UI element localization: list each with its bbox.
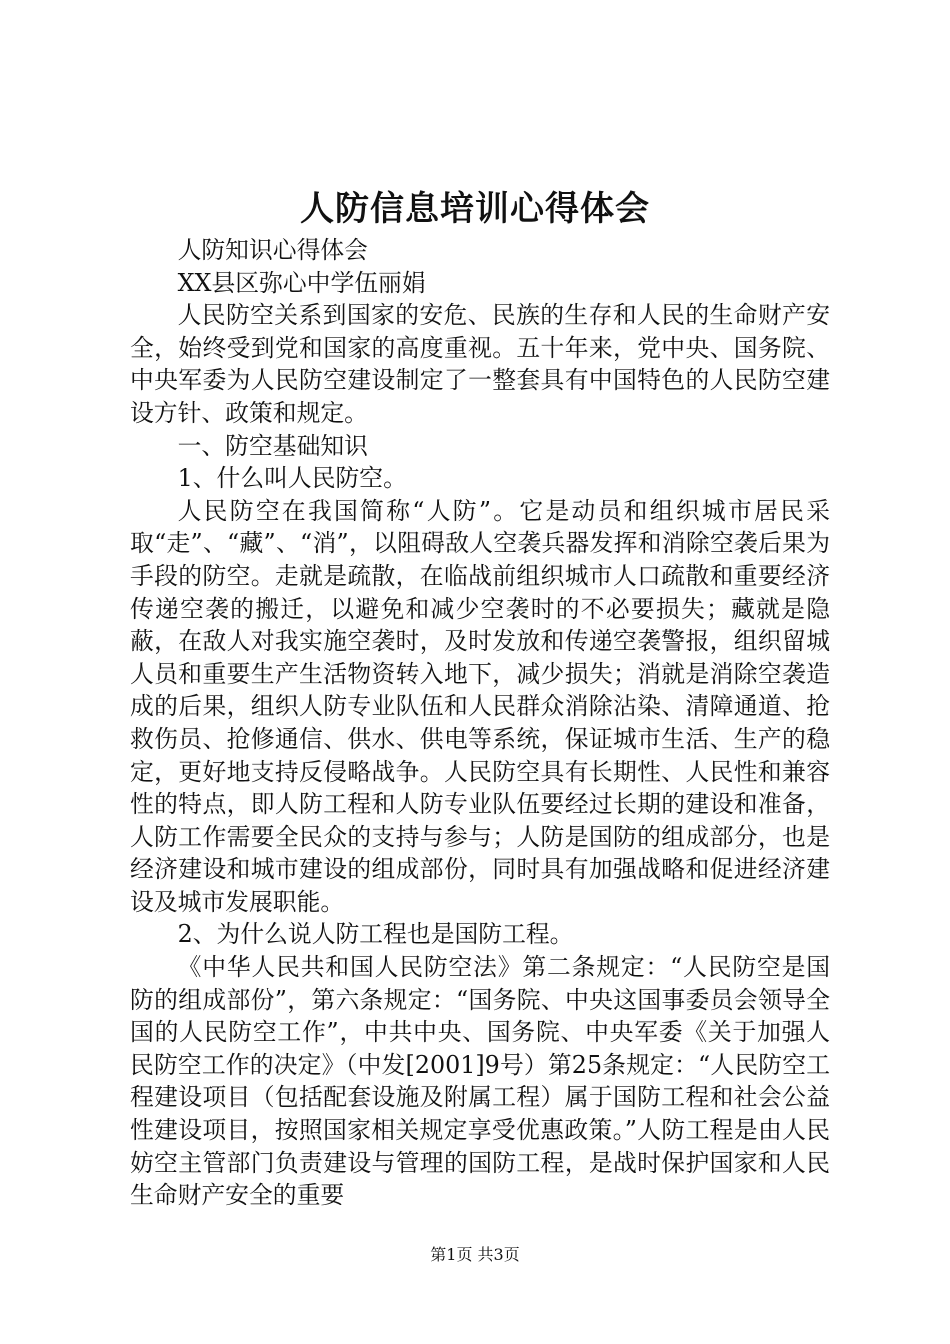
document-body	[130, 234, 830, 1212]
subtitle-line: 人防知识心得体会	[177, 236, 368, 264]
page-number-footer: 第1页 共3页	[430, 1245, 520, 1264]
subsection-heading: 1、什么叫人民防空。	[177, 464, 407, 493]
body-paragraph: 人民防空关系到国家的安危、民族的生存和人民的生命财产安全，始终受到党和国家的高度重视。五十年来，党中央、国务院、中央军委为人民防空建设制定了一整套具有中国特色的人民防空建设方针、政策和规定。	[130, 301, 830, 427]
subsection-heading: 2、为什么说人防工程也是国防工程。	[177, 920, 574, 949]
section-heading: 一、防空基础知识	[177, 431, 368, 460]
author-line: XX县区弥心中学伍丽娟	[177, 268, 426, 297]
document-title: 人防信息培训心得体会	[300, 189, 650, 229]
body-paragraph: 人民防空在我国简称“人防”。它是动员和组织城市居民采取“走”、“藏”、“消”，以阻碍敌人空袭兵器发挥和消除空袭后果为手段的防空。走就是疏散，在临战前组织城市人口疏散和重要经济传递空袭的搬迁，以避免和减少空袭时的不必要损失；藏就是隐蔽，在敌人对我实施空袭时，及时发放和传递空袭警报，组织留城人员和重要生产生活物资转入地下，减少损失；消就是消除空袭造成的后果，组织人防专业队伍和人民群众消除沾染、清障通道、抢救伤员、抢修通信、供水、供电等系统，保证城市生活、生产的稳定，更好地支持反侵略战争。人民防空具有长期性、人民性和兼容性的特点，即人防工程和人防专业队伍要经过长期的建设和准备，人防工作需要全民众的支持与参与；人防是国防的组成部分，也是经济建设和城市建设的组成部份，同时具有加强战略和促进经济建设及城市发展职能。	[130, 496, 830, 916]
body-paragraph: 《中华人民共和国人民防空法》第二条规定：“人民防空是国防的组成部份”，第六条规定：“国务院、中央这国事委员会领导全国的人民防空工作”，中共中央、国务院、中央军委《关于加强人民防空工作的决定》（中发[2001]9号）第25条规定：“人民防空工程建设项目（包括配套设施及附属工程）属于国防工程和社会公益性建设项目，按照国家相关规定享受优惠政策。”人防工程是由人民妨空主管部门负责建设与管理的国防工程，是战时保护国家和人民生命财产安全的重要	[130, 953, 830, 1210]
